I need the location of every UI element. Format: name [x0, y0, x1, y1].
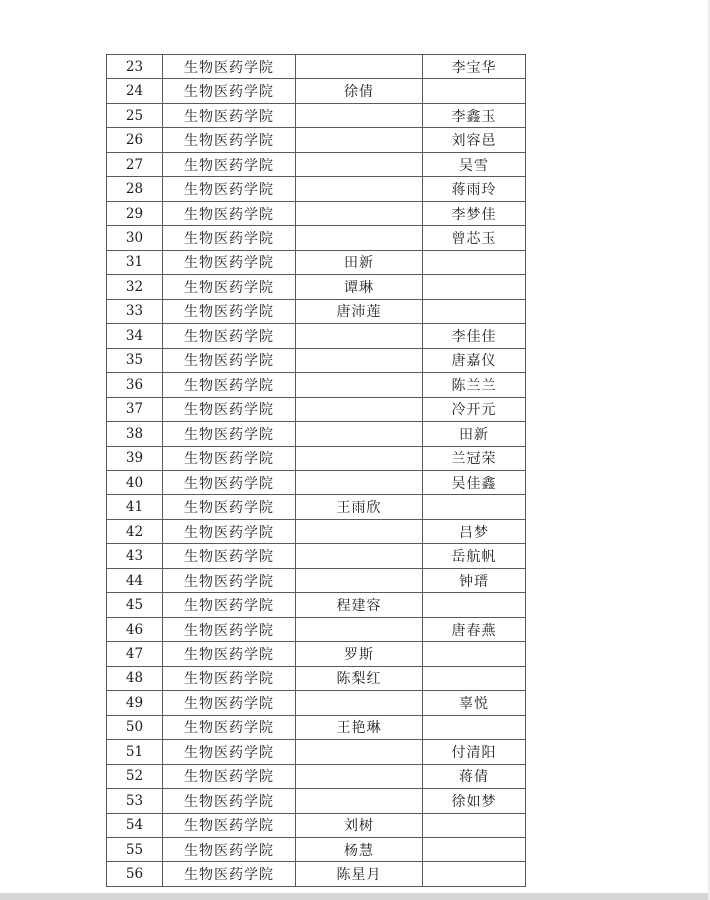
row-number-cell: 49: [107, 691, 163, 715]
name-left-cell: [296, 789, 423, 813]
table-row: [107, 275, 526, 299]
table-row: [107, 299, 526, 323]
name-right-cell: [423, 862, 526, 887]
name-left-cell: [296, 177, 423, 201]
college-cell: 生物医药学院: [163, 789, 296, 813]
college-cell: 生物医药学院: [163, 740, 296, 764]
name-left-cell: 陈梨红: [296, 666, 423, 690]
name-left-cell: [296, 422, 423, 446]
page-bottom-edge: [0, 893, 710, 900]
name-left-cell: [296, 55, 423, 79]
row-number-cell: 52: [107, 764, 163, 788]
name-left-cell: [296, 617, 423, 641]
row-number-cell: 45: [107, 593, 163, 617]
college-cell: 生物医药学院: [163, 642, 296, 666]
table-row: [107, 201, 526, 225]
name-left-cell: 罗斯: [296, 642, 423, 666]
row-number-cell: 27: [107, 152, 163, 176]
name-right-cell: [423, 299, 526, 323]
name-right-cell: 冷开元: [423, 397, 526, 421]
college-cell: 生物医药学院: [163, 103, 296, 127]
name-left-cell: 杨慧: [296, 838, 423, 862]
name-left-cell: 徐倩: [296, 79, 423, 103]
college-cell: 生物医药学院: [163, 324, 296, 348]
row-number-cell: 25: [107, 103, 163, 127]
name-left-cell: 刘树: [296, 813, 423, 837]
row-number-cell: 23: [107, 55, 163, 79]
table-row: [107, 519, 526, 543]
row-number-cell: 44: [107, 568, 163, 592]
table-row: [107, 764, 526, 788]
college-cell: 生物医药学院: [163, 544, 296, 568]
name-left-cell: 程建容: [296, 593, 423, 617]
table-row: [107, 103, 526, 127]
name-right-cell: 岳航帆: [423, 544, 526, 568]
name-right-cell: 兰冠荣: [423, 446, 526, 470]
row-number-cell: 37: [107, 397, 163, 421]
table-row: [107, 79, 526, 103]
name-right-cell: [423, 715, 526, 739]
name-right-cell: 李鑫玉: [423, 103, 526, 127]
college-cell: 生物医药学院: [163, 838, 296, 862]
name-left-cell: [296, 152, 423, 176]
college-cell: 生物医药学院: [163, 446, 296, 470]
name-left-cell: 陈星月: [296, 862, 423, 887]
table-row: [107, 789, 526, 813]
table-row: [107, 373, 526, 397]
name-right-cell: [423, 275, 526, 299]
name-left-cell: [296, 201, 423, 225]
name-right-cell: [423, 79, 526, 103]
row-number-cell: 42: [107, 519, 163, 543]
row-number-cell: 38: [107, 422, 163, 446]
name-left-cell: [296, 740, 423, 764]
college-cell: 生物医药学院: [163, 691, 296, 715]
row-number-cell: 51: [107, 740, 163, 764]
table-row: [107, 152, 526, 176]
name-right-cell: 辜悦: [423, 691, 526, 715]
table-row: [107, 642, 526, 666]
college-cell: 生物医药学院: [163, 226, 296, 250]
name-right-cell: 徐如梦: [423, 789, 526, 813]
name-right-cell: 李宝华: [423, 55, 526, 79]
row-number-cell: 35: [107, 348, 163, 372]
name-left-cell: [296, 226, 423, 250]
name-left-cell: 王艳琳: [296, 715, 423, 739]
table-row: [107, 568, 526, 592]
name-right-cell: 蒋雨玲: [423, 177, 526, 201]
college-cell: 生物医药学院: [163, 519, 296, 543]
row-number-cell: 47: [107, 642, 163, 666]
name-right-cell: 吴雪: [423, 152, 526, 176]
name-left-cell: [296, 103, 423, 127]
name-right-cell: 陈兰兰: [423, 373, 526, 397]
table-row: [107, 397, 526, 421]
table-row: [107, 715, 526, 739]
name-left-cell: 谭琳: [296, 275, 423, 299]
name-right-cell: [423, 813, 526, 837]
name-right-cell: 李梦佳: [423, 201, 526, 225]
table-row: [107, 813, 526, 837]
name-right-cell: 曾芯玉: [423, 226, 526, 250]
college-cell: 生物医药学院: [163, 152, 296, 176]
name-left-cell: [296, 373, 423, 397]
name-right-cell: 唐嘉仪: [423, 348, 526, 372]
college-cell: 生物医药学院: [163, 348, 296, 372]
row-number-cell: 54: [107, 813, 163, 837]
table-row: [107, 666, 526, 690]
name-right-cell: [423, 495, 526, 519]
college-cell: 生物医药学院: [163, 666, 296, 690]
college-cell: 生物医药学院: [163, 617, 296, 641]
name-left-cell: 田新: [296, 250, 423, 274]
name-left-cell: [296, 691, 423, 715]
college-cell: 生物医药学院: [163, 79, 296, 103]
name-left-cell: [296, 544, 423, 568]
table-row: [107, 177, 526, 201]
table-row: [107, 128, 526, 152]
name-right-cell: 钟瑨: [423, 568, 526, 592]
college-cell: 生物医药学院: [163, 373, 296, 397]
table-row: [107, 422, 526, 446]
row-number-cell: 30: [107, 226, 163, 250]
name-right-cell: [423, 250, 526, 274]
name-left-cell: [296, 519, 423, 543]
row-number-cell: 33: [107, 299, 163, 323]
table-row: [107, 544, 526, 568]
name-left-cell: [296, 764, 423, 788]
college-cell: 生物医药学院: [163, 495, 296, 519]
college-cell: 生物医药学院: [163, 55, 296, 79]
row-number-cell: 32: [107, 275, 163, 299]
row-number-cell: 24: [107, 79, 163, 103]
row-number-cell: 28: [107, 177, 163, 201]
roster-table-body: [107, 55, 526, 887]
name-right-cell: 刘容邑: [423, 128, 526, 152]
table-row: [107, 593, 526, 617]
name-left-cell: 王雨欣: [296, 495, 423, 519]
table-row: [107, 495, 526, 519]
row-number-cell: 55: [107, 838, 163, 862]
college-cell: 生物医药学院: [163, 715, 296, 739]
name-right-cell: [423, 838, 526, 862]
name-left-cell: 唐沛莲: [296, 299, 423, 323]
college-cell: 生物医药学院: [163, 422, 296, 446]
row-number-cell: 29: [107, 201, 163, 225]
name-right-cell: 田新: [423, 422, 526, 446]
table-row: [107, 470, 526, 494]
name-right-cell: 吴佳鑫: [423, 470, 526, 494]
college-cell: 生物医药学院: [163, 201, 296, 225]
name-right-cell: [423, 593, 526, 617]
name-right-cell: [423, 642, 526, 666]
college-cell: 生物医药学院: [163, 470, 296, 494]
college-cell: 生物医药学院: [163, 250, 296, 274]
name-right-cell: 吕梦: [423, 519, 526, 543]
name-right-cell: [423, 666, 526, 690]
college-cell: 生物医药学院: [163, 177, 296, 201]
table-row: [107, 838, 526, 862]
table-row: [107, 324, 526, 348]
row-number-cell: 53: [107, 789, 163, 813]
row-number-cell: 31: [107, 250, 163, 274]
name-left-cell: [296, 568, 423, 592]
table-row: [107, 446, 526, 470]
college-cell: 生物医药学院: [163, 128, 296, 152]
name-left-cell: [296, 128, 423, 152]
row-number-cell: 34: [107, 324, 163, 348]
college-cell: 生物医药学院: [163, 764, 296, 788]
table-row: [107, 226, 526, 250]
row-number-cell: 39: [107, 446, 163, 470]
college-cell: 生物医药学院: [163, 862, 296, 887]
row-number-cell: 50: [107, 715, 163, 739]
college-cell: 生物医药学院: [163, 299, 296, 323]
row-number-cell: 56: [107, 862, 163, 887]
name-right-cell: 付清阳: [423, 740, 526, 764]
row-number-cell: 41: [107, 495, 163, 519]
row-number-cell: 40: [107, 470, 163, 494]
college-cell: 生物医药学院: [163, 397, 296, 421]
row-number-cell: 36: [107, 373, 163, 397]
row-number-cell: 46: [107, 617, 163, 641]
row-number-cell: 43: [107, 544, 163, 568]
name-right-cell: 李佳佳: [423, 324, 526, 348]
table-row: [107, 691, 526, 715]
table-row: [107, 740, 526, 764]
name-left-cell: [296, 470, 423, 494]
table-row: [107, 250, 526, 274]
name-left-cell: [296, 397, 423, 421]
name-left-cell: [296, 348, 423, 372]
name-left-cell: [296, 324, 423, 348]
college-cell: 生物医药学院: [163, 275, 296, 299]
table-row: [107, 55, 526, 79]
name-right-cell: 唐春燕: [423, 617, 526, 641]
roster-table: [106, 54, 526, 887]
name-left-cell: [296, 446, 423, 470]
name-right-cell: 蒋倩: [423, 764, 526, 788]
row-number-cell: 26: [107, 128, 163, 152]
row-number-cell: 48: [107, 666, 163, 690]
college-cell: 生物医药学院: [163, 813, 296, 837]
table-row: [107, 617, 526, 641]
table-row: [107, 862, 526, 887]
table-row: [107, 348, 526, 372]
college-cell: 生物医药学院: [163, 568, 296, 592]
college-cell: 生物医药学院: [163, 593, 296, 617]
